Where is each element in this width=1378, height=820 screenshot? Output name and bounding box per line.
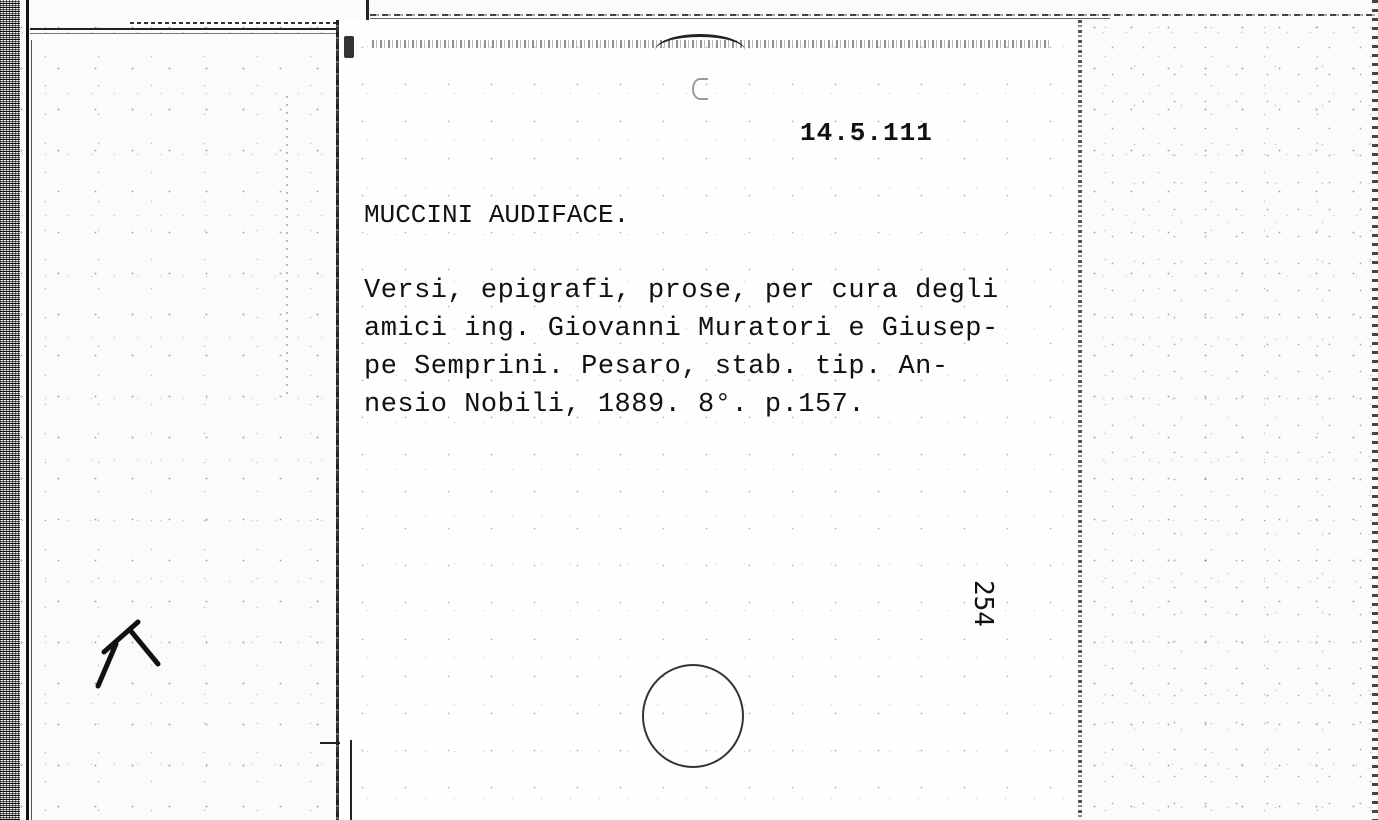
scan-right-edge — [1372, 0, 1378, 820]
adjacent-card-dashed-rule — [130, 22, 360, 24]
catalog-card-right-edge — [1078, 20, 1082, 820]
scan-mark — [344, 36, 354, 58]
scan-top-line — [370, 14, 1378, 16]
catalog-card-tick — [320, 742, 340, 744]
adjacent-card-rule-secondary — [30, 33, 348, 34]
stamp-circle — [642, 664, 744, 768]
scan-top-line-secondary — [370, 18, 1110, 19]
catalog-card-hole-arc — [655, 34, 745, 67]
scan-noise — [1090, 30, 1378, 820]
card-heading: MUCCINI AUDIFACE. — [364, 200, 630, 230]
handwritten-mark — [92, 612, 162, 692]
catalog-card-left-edge-lower — [350, 740, 352, 820]
scan-left-line — [26, 0, 29, 820]
scan-left-edge — [0, 0, 20, 820]
scan-left-line-secondary — [31, 40, 32, 820]
card-body-line: amici ing. Giovanni Muratori e Giusep- — [364, 314, 999, 344]
adjacent-card-top — [30, 0, 348, 36]
card-body-line: pe Semprini. Pesaro, stab. tip. An- — [364, 352, 949, 382]
catalog-card-left-edge — [336, 20, 339, 820]
vertical-number — [966, 580, 1006, 644]
card-body-line: nesio Nobili, 1889. 8°. p.157. — [364, 390, 866, 420]
adjacent-card-rule — [30, 28, 348, 30]
call-number: 14.5.111 — [800, 118, 933, 148]
scan-faint-dotted-line — [286, 96, 288, 396]
card-body-line: Versi, epigrafi, prose, per cura degli — [364, 276, 999, 306]
card-body — [364, 272, 999, 424]
scan-faint-mark — [692, 78, 708, 100]
vertical-number-text: 254 — [968, 580, 998, 627]
